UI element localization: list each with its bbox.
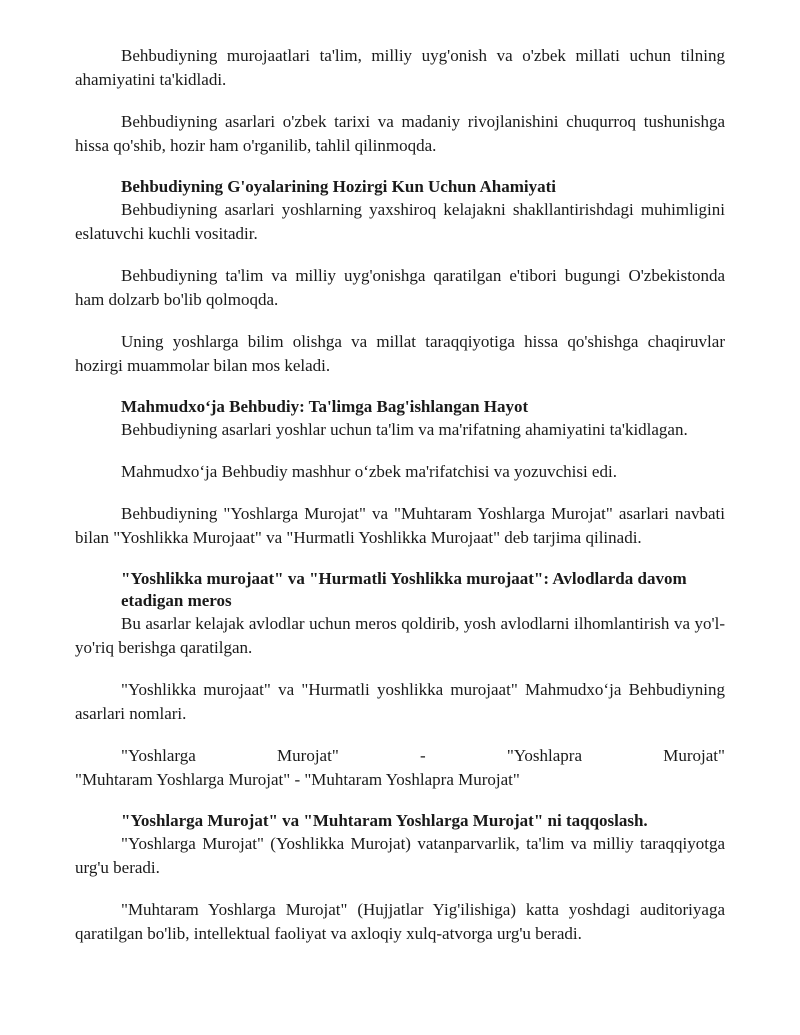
paragraph: Behbudiyning asarlari yoshlar uchun ta'lim va ma'rifatning ahamiyatini ta'kidlagan. — [121, 420, 688, 439]
paragraph: "Muhtaram Yoshlarga Murojat" (Hujjatlar Yig'ilishiga) katta yoshdagi auditoriyaga qaratilgan bo'lib, intellektual faoliyat va axloqiy xulq-atvorga urg'u beradi. — [75, 900, 725, 943]
paragraph: Behbudiyning ta'lim va milliy uyg'onishga qaratilgan e'tibori bugungi O'zbekistonda ham dolzarb bo'lib qolmoqda. — [75, 266, 725, 309]
paragraph: "Yoshlarga Murojat" (Yoshlikka Murojat) vatanparvarlik, ta'lim va milliy taraqqiyotga urg'u beradi. — [75, 834, 725, 877]
section-heading: Behbudiyning G'oyalarining Hozirgi Kun Uchun Ahamiyati — [121, 177, 557, 196]
comparison-line: "Muhtaram Yoshlarga Murojat" - "Muhtaram Yoshlapra Murojat" — [75, 770, 520, 789]
comparison-line — [75, 744, 725, 768]
title-comparison-paragraph — [75, 744, 725, 792]
section-heading: Mahmudxo‘ja Behbudiy: Ta'limga Bag'ishlangan Hayot — [121, 397, 529, 416]
comparison-word: Murojat" — [277, 746, 339, 765]
paragraph: Behbudiyning asarlari yoshlarning yaxshiroq kelajakni shakllantirishdagi muhimligini eslatuvchi kuchli vositadir. — [75, 200, 725, 243]
paragraph: Mahmudxo‘ja Behbudiy mashhur o‘zbek ma'rifatchisi va yozuvchisi edi. — [121, 462, 617, 481]
section-heading: "Yoshlarga Murojat" va "Muhtaram Yoshlarga Murojat" ni taqqoslash. — [121, 811, 648, 830]
paragraph: Bu asarlar kelajak avlodlar uchun meros qoldirib, yosh avlodlarni ilhomlantirish va yo'l-yo'riq berishga qaratilgan. — [75, 614, 725, 657]
paragraph: Behbudiyning asarlari o'zbek tarixi va madaniy rivojlanishini chuqurroq tushunishga hissa qo'shib, hozir ham o'rganilib, tahlil qilinmoqda. — [75, 112, 725, 155]
section-heading: "Yoshlikka murojaat" va "Hurmatli Yoshlikka murojaat": Avlodlarda davom etadigan meros — [121, 569, 687, 610]
comparison-word: "Yoshlapra — [506, 746, 583, 765]
comparison-word: Murojat" — [663, 746, 725, 765]
paragraph: Uning yoshlarga bilim olishga va millat taraqqiyotiga hissa qo'shishga chaqiruvlar hozirgi muammolar bilan mos keladi. — [75, 332, 725, 375]
paragraph: "Yoshlikka murojaat" va "Hurmatli yoshlikka murojaat" Mahmudxo‘ja Behbudiyning asarlari nomlari. — [75, 680, 725, 723]
paragraph: Behbudiyning "Yoshlarga Murojat" va "Muhtaram Yoshlarga Murojat" asarlari navbati bilan "Yoshlikka Murojaat" va "Hurmatli Yoshlikka Murojaat" deb tarjima qilinadi. — [75, 504, 725, 547]
comparison-dash: - — [420, 746, 426, 765]
paragraph: Behbudiyning murojaatlari ta'lim, milliy uyg'onish va o'zbek millati uchun tilning ahamiyatini ta'kidladi. — [75, 46, 725, 89]
comparison-word: "Yoshlarga — [121, 746, 196, 765]
